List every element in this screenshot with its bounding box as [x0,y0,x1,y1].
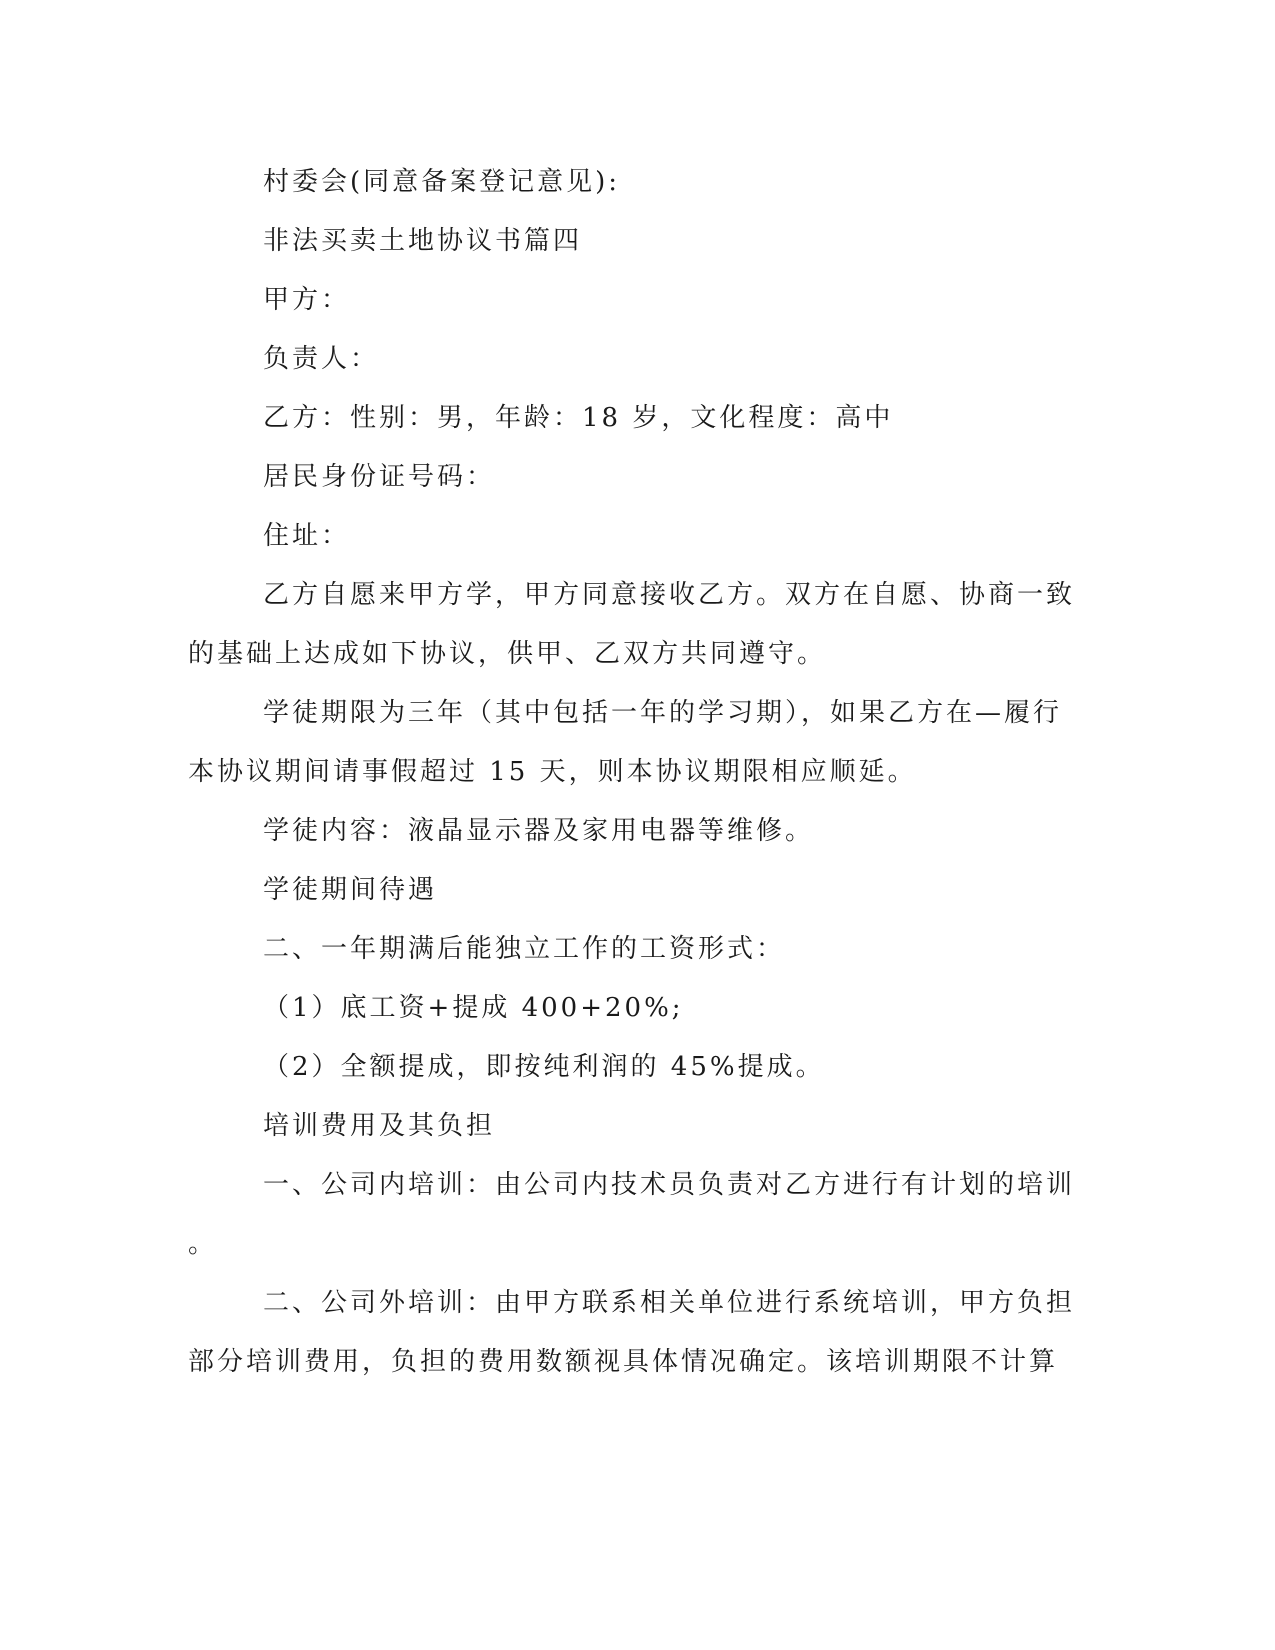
paragraph-line: 学徒内容：液晶显示器及家用电器等维修。 [263,816,815,846]
paragraph-line: 部分培训费用，负担的费用数额视具体情况确定。该培训期限不计算 [188,1347,1059,1377]
subheading: 培训费用及其负担 [263,1111,496,1141]
paragraph-line: 二、公司外培训：由甲方联系相关单位进行系统培训，甲方负担 [263,1288,1076,1318]
paragraph-line: 乙方自愿来甲方学，甲方同意接收乙方。双方在自愿、协商一致 [263,580,1076,610]
paragraph-line: 的基础上达成如下协议，供甲、乙双方共同遵守。 [188,639,827,669]
id-number-label: 居民身份证号码： [263,462,496,492]
section-heading: 非法买卖土地协议书篇四 [263,226,583,256]
address-label: 住址： [263,521,351,551]
list-item: （2）全额提成，即按纯利润的 45%提成。 [263,1052,825,1082]
party-a-label: 甲方： [263,285,351,315]
village-committee-opinion-label: 村委会(同意备案登记意见): [263,167,621,197]
paragraph-line: 一、公司内培训：由公司内技术员负责对乙方进行有计划的培训 [263,1170,1076,1200]
responsible-person-label: 负责人： [263,344,380,374]
subheading: 学徒期间待遇 [263,875,438,905]
paragraph-line: 。 [188,1229,218,1259]
paragraph-line: 本协议期间请事假超过 15 天，则本协议期限相应顺延。 [188,757,917,787]
list-item: （1）底工资+提成 400+20%; [263,993,684,1023]
paragraph-line: 学徒期限为三年（其中包括一年的学习期），如果乙方在—履行 [263,698,1063,728]
party-b-info: 乙方：性别：男，年龄：18 岁，文化程度：高中 [263,403,894,433]
paragraph-line: 二、一年期满后能独立工作的工资形式： [263,934,786,964]
